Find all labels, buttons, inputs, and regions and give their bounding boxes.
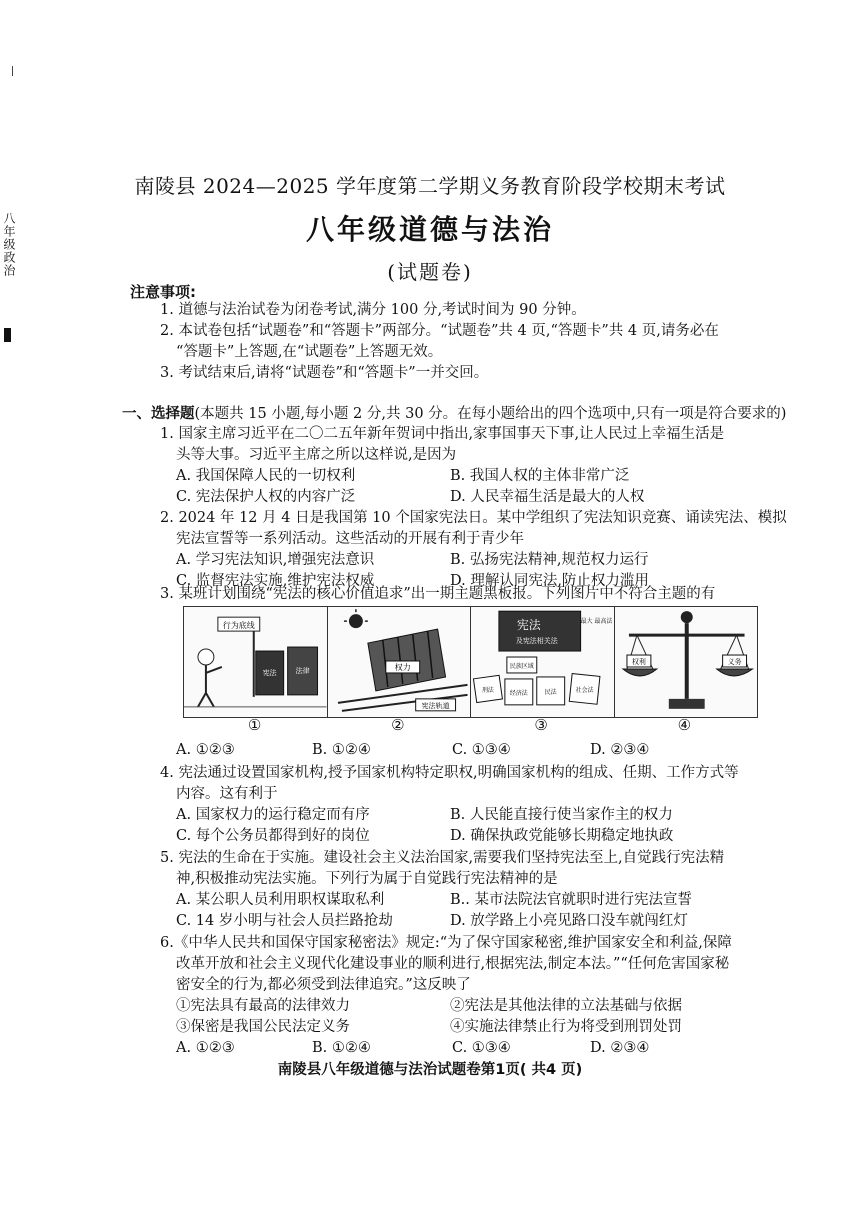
pic1-sign-text: 行为底线 [222,621,255,631]
q6-stem: 密安全的行为,都必须受到法律追究。”这反映了 [176,977,471,993]
q2-option-a: A. 学习宪法知识,增强宪法意识 [176,552,375,568]
pic3-sub-text: 及宪法相关法 [515,637,558,646]
pic3-book-2: 刑法 [481,686,494,694]
constitution-laws-books-illustration [471,607,614,717]
q1-stem: 1. 国家主席习近平在二〇二五年新年贺词中指出,家事国事天下事,让人民过上幸福生活是 [160,426,725,442]
q2-stem: 2. 2024 年 12 月 4 日是我国第 10 个国家宪法日。某中学组织了宪法知识竞赛、诵读宪法、模拟 [160,510,787,526]
pic1-left-text: 宪法 [262,668,277,677]
q2-stem: 宪法宣誓等一系列活动。这些活动的开展有利于青少年 [176,531,524,547]
side-label: 八年级政治 [2,212,16,277]
q3-picture-numbers [183,716,756,734]
q3-option-c: C. ①③④ [452,742,511,758]
note-item: 3. 考试结束后,请将“试题卷”和“答题卡”一并交回。 [160,365,489,381]
q2-option-d: D. 理解认同宪法,防止权力滥用 [450,573,649,589]
q2-option-b: B. 弘扬宪法精神,规范权力运行 [450,552,649,568]
q4-stem: 4. 宪法通过设置国家机构,授予国家机构特定职权,明确国家机构的组成、任期、工作方式等 [160,765,739,781]
pic3-book-3: 经济法 [509,689,528,697]
q6-stem: 改革开放和社会主义现代化建设事业的顺利进行,根据宪法,制定本法。”“任何危害国家秘 [176,956,730,972]
q3-picture-4 [615,607,758,717]
picture-number: ① [247,716,262,734]
q6-statement-2: ②宪法是其他法律的立法基础与依据 [450,998,682,1014]
section-label: 一、选择题 [122,406,195,422]
q6-statement-3: ③保密是我国公民法定义务 [176,1019,350,1035]
exam-header: 南陵县 2024—2025 学年度第二学期义务教育阶段学校期末考试 [134,174,726,198]
q5-stem: 神,积极推动宪法实施。下列行为属于自觉践行宪法精神的是 [176,871,558,887]
q3-stem: 3. 某班计划围绕“宪法的核心价值追求”出一期主题黑板报。下列图片中不符合主题的有 [160,586,716,602]
q4-option-d: D. 确保执政党能够长期稳定地执政 [450,828,674,844]
picture-number: ② [391,716,405,734]
picture-number: ④ [677,716,692,734]
q4-option-b: B. 人民能直接行使当家作主的权力 [450,807,673,823]
pic3-book-5: 社会法 [575,686,594,694]
q3-picture-1 [184,607,328,717]
cartoon-bottom-line-illustration [184,607,327,717]
q4-stem: 内容。这有利于 [176,786,278,802]
q3-picture-strip [183,606,758,718]
pic2-label-text: 权力 [394,662,411,672]
q6-statement-4: ④实施法律禁止行为将受到刑罚处罚 [450,1019,682,1035]
q6-statement-1: ①宪法具有最高的法律效力 [176,998,350,1014]
pic4-right-text: 义务 [727,657,742,666]
section-desc: (本题共 15 小题,每小题 2 分,共 30 分。在每小题给出的四个选项中,只有一项是符合要求的) [194,406,787,422]
note-item: 1. 道德与法治试卷为闭卷考试,满分 100 分,考试时间为 90 分钟。 [160,302,586,318]
q6-option-b: B. ①②④ [312,1040,371,1056]
rights-duties-scale-illustration [615,607,758,717]
pic1-right-text: 法律 [295,666,310,675]
page-footer: 南陵县八年级道德与法治试题卷第1页( 共4 页) [277,1062,583,1078]
note-item: 2. 本试卷包括“试题卷”和“答题卡”两部分。“试题卷”共 4 页,“答题卡”共 4 页,请务必在 [160,323,719,339]
q3-picture-3 [471,607,615,717]
pic3-book-1: 民族区域 [509,662,534,670]
q1-option-d: D. 人民幸福生活是最大的人权 [450,489,645,505]
notes-heading: 注意事项: [130,283,196,301]
q3-option-d: D. ②③④ [590,742,650,758]
q5-option-c: C. 14 岁小明与社会人员拦路抢劫 [176,913,393,929]
section-heading [122,402,786,423]
q5-stem: 5. 宪法的生命在于实施。建设社会主义法治国家,需要我们坚持宪法至上,自觉践行宪法精 [160,850,725,866]
q5-option-d: D. 放学路上小亮见路口没车就闯红灯 [450,913,688,929]
pic3-book-4: 民法 [544,688,557,696]
q3-option-a: A. ①②③ [176,742,235,758]
q6-stem: 6.《中华人民共和国保守国家秘密法》规定:“为了保守国家秘密,维护国家安全和利益,保障 [160,935,732,951]
q5-option-b: B.. 某市法院法官就职时进行宪法宣誓 [450,892,692,908]
q3-option-b: B. ①②④ [312,742,371,758]
q2-option-c: C. 监督宪法实施,维护宪法权威 [176,573,375,589]
pic3-title-text: 宪法 [516,618,541,633]
note-item: “答题卡”上答题,在“试题卷”上答题无效。 [176,344,443,360]
q1-option-b: B. 我国人权的主体非常广泛 [450,468,630,484]
page-title: 八年级道德与法治 [305,213,554,246]
q1-stem: 头等大事。习近平主席之所以这样说,是因为 [176,447,457,463]
q3-picture-2 [328,607,472,717]
pic4-left-text: 权利 [631,657,646,666]
picture-number: ③ [534,716,548,734]
power-train-on-track-illustration [328,607,471,717]
side-block-mark [4,328,11,342]
q4-option-a: A. 国家权力的运行稳定而有序 [176,807,370,823]
q6-option-a: A. ①②③ [176,1040,235,1056]
scan-mark [12,66,13,76]
q6-option-c: C. ①③④ [452,1040,511,1056]
pic2-track-text: 宪法轨道 [421,701,450,710]
q4-option-c: C. 每个公务员都得到好的岗位 [176,828,370,844]
q6-option-d: D. ②③④ [590,1040,650,1056]
q1-option-a: A. 我国保障人民的一切权利 [176,468,356,484]
pic3-side-text: 最大 最高法 [580,618,613,626]
q5-option-a: A. 某公职人员利用职权谋取私利 [176,892,385,908]
page-subtitle: (试题卷) [387,260,473,284]
q1-option-c: C. 宪法保护人权的内容广泛 [176,489,356,505]
